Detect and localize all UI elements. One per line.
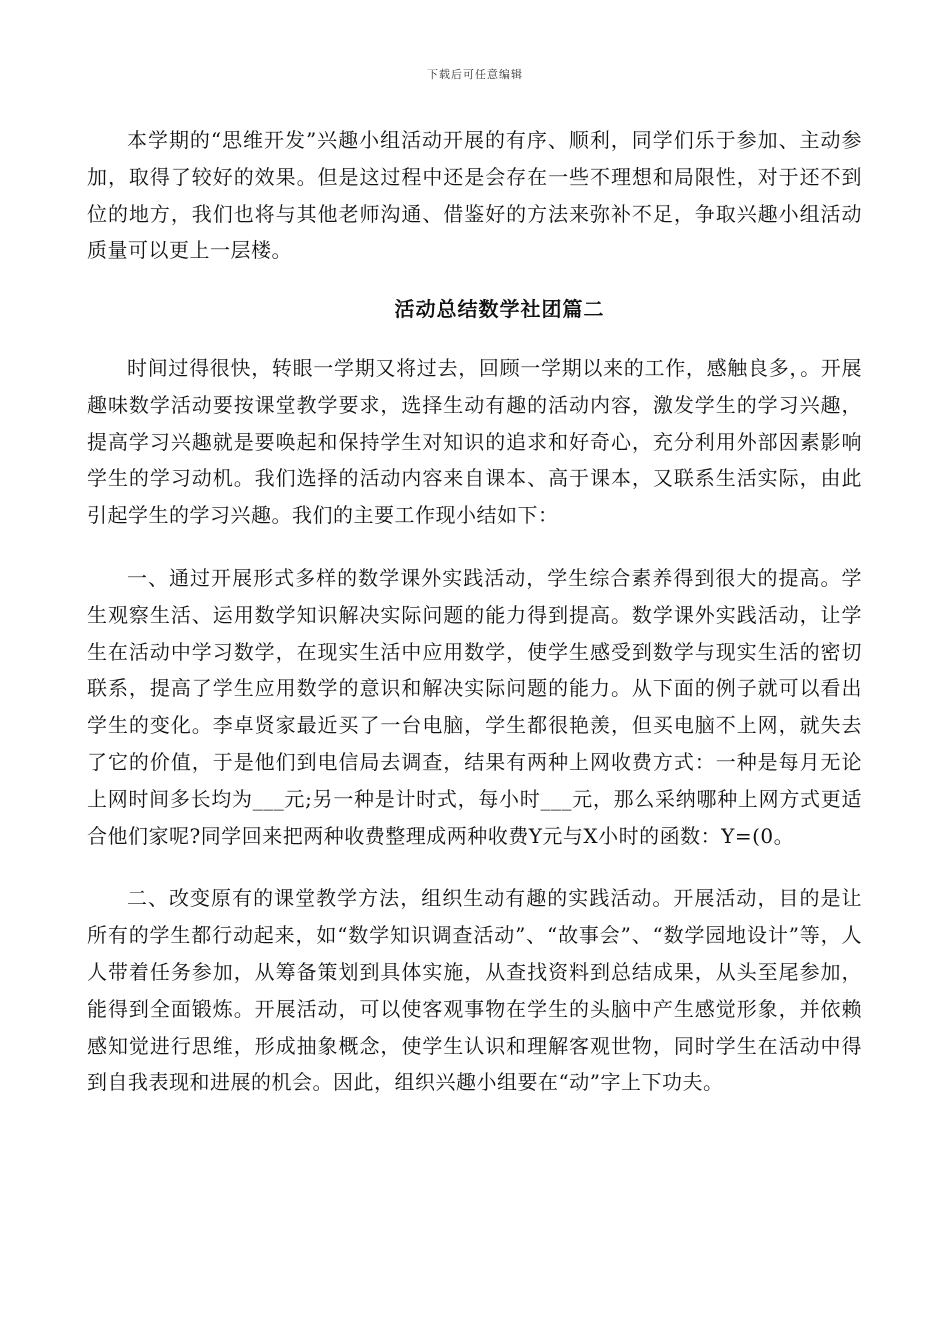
page-header: 下载后可任意编辑 xyxy=(427,68,523,81)
paragraph-1: 本学期的“思维开发”兴趣小组活动开展的有序、顺利，同学们乐于参加、主动参加，取得了较好的效果。但是这过程中还是会存在一些不理想和局限性，对于还不到位的地方，我们也将与其他老师沟通、借鉴好的方法来弥补不足，争取兴趣小组活动质量可以更上一层楼。 xyxy=(87,128,862,263)
paragraph-2: 时间过得很快，转眼一学期又将过去，回顾一学期以来的工作，感触良多，。开展趣味数学活动要按课堂教学要求，选择生动有趣的活动内容，激发学生的学习兴趣，提高学习兴趣就是要唤起和保持学生对知识的追求和好奇心，充分利用外部因素影响学生的学习动机。我们选择的活动内容来自课本、高于课本，又联系生活实际，由此引起学生的学习兴趣。我们的主要工作现小结如下： xyxy=(87,355,862,528)
document-body xyxy=(87,122,862,1101)
paragraph-4: 二、改变原有的课堂教学方法，组织生动有趣的实践活动。开展活动，目的是让所有的学生都行动起来，如“数学知识调查活动”、“故事会”、“数学园地设计”等，人人带着任务参加，从筹备策划到具体实施，从查找资料到总结成果，从头至尾参加，能得到全面锻炼。开展活动，可以使客观事物在学生的头脑中产生感觉形象，并依赖感知觉进行思维，形成抽象概念，使学生认识和理解客观世物，同时学生在活动中得到自我表现和进展的机会。因此，组织兴趣小组要在“动”字上下功夫。 xyxy=(87,886,862,1095)
paragraph-3: 一、通过开展形式多样的数学课外实践活动，学生综合素养得到很大的提高。学生观察生活、运用数学知识解决实际问题的能力得到提高。数学课外实践活动，让学生在活动中学习数学，在现实生活中应用数学，使学生感受到数学与现实生活的密切联系，提高了学生应用数学的意识和解决实际问题的能力。从下面的例子就可以看出学生的变化。李卓贤家最近买了一台电脑，学生都很艳羡，但买电脑不上网，就失去了它的价值，于是他们到电信局去调查，结果有两种上网收费方式：一种是每月无论上网时间多长均为___元;另一种是计时式，每小时___元，那么采纳哪种上网方式更适合他们家呢?同学回来把两种收费整理成两种收费Y元与X小时的函数：Y=(0。 xyxy=(87,565,862,848)
section-heading: 活动总结数学社团篇二 xyxy=(394,297,605,322)
